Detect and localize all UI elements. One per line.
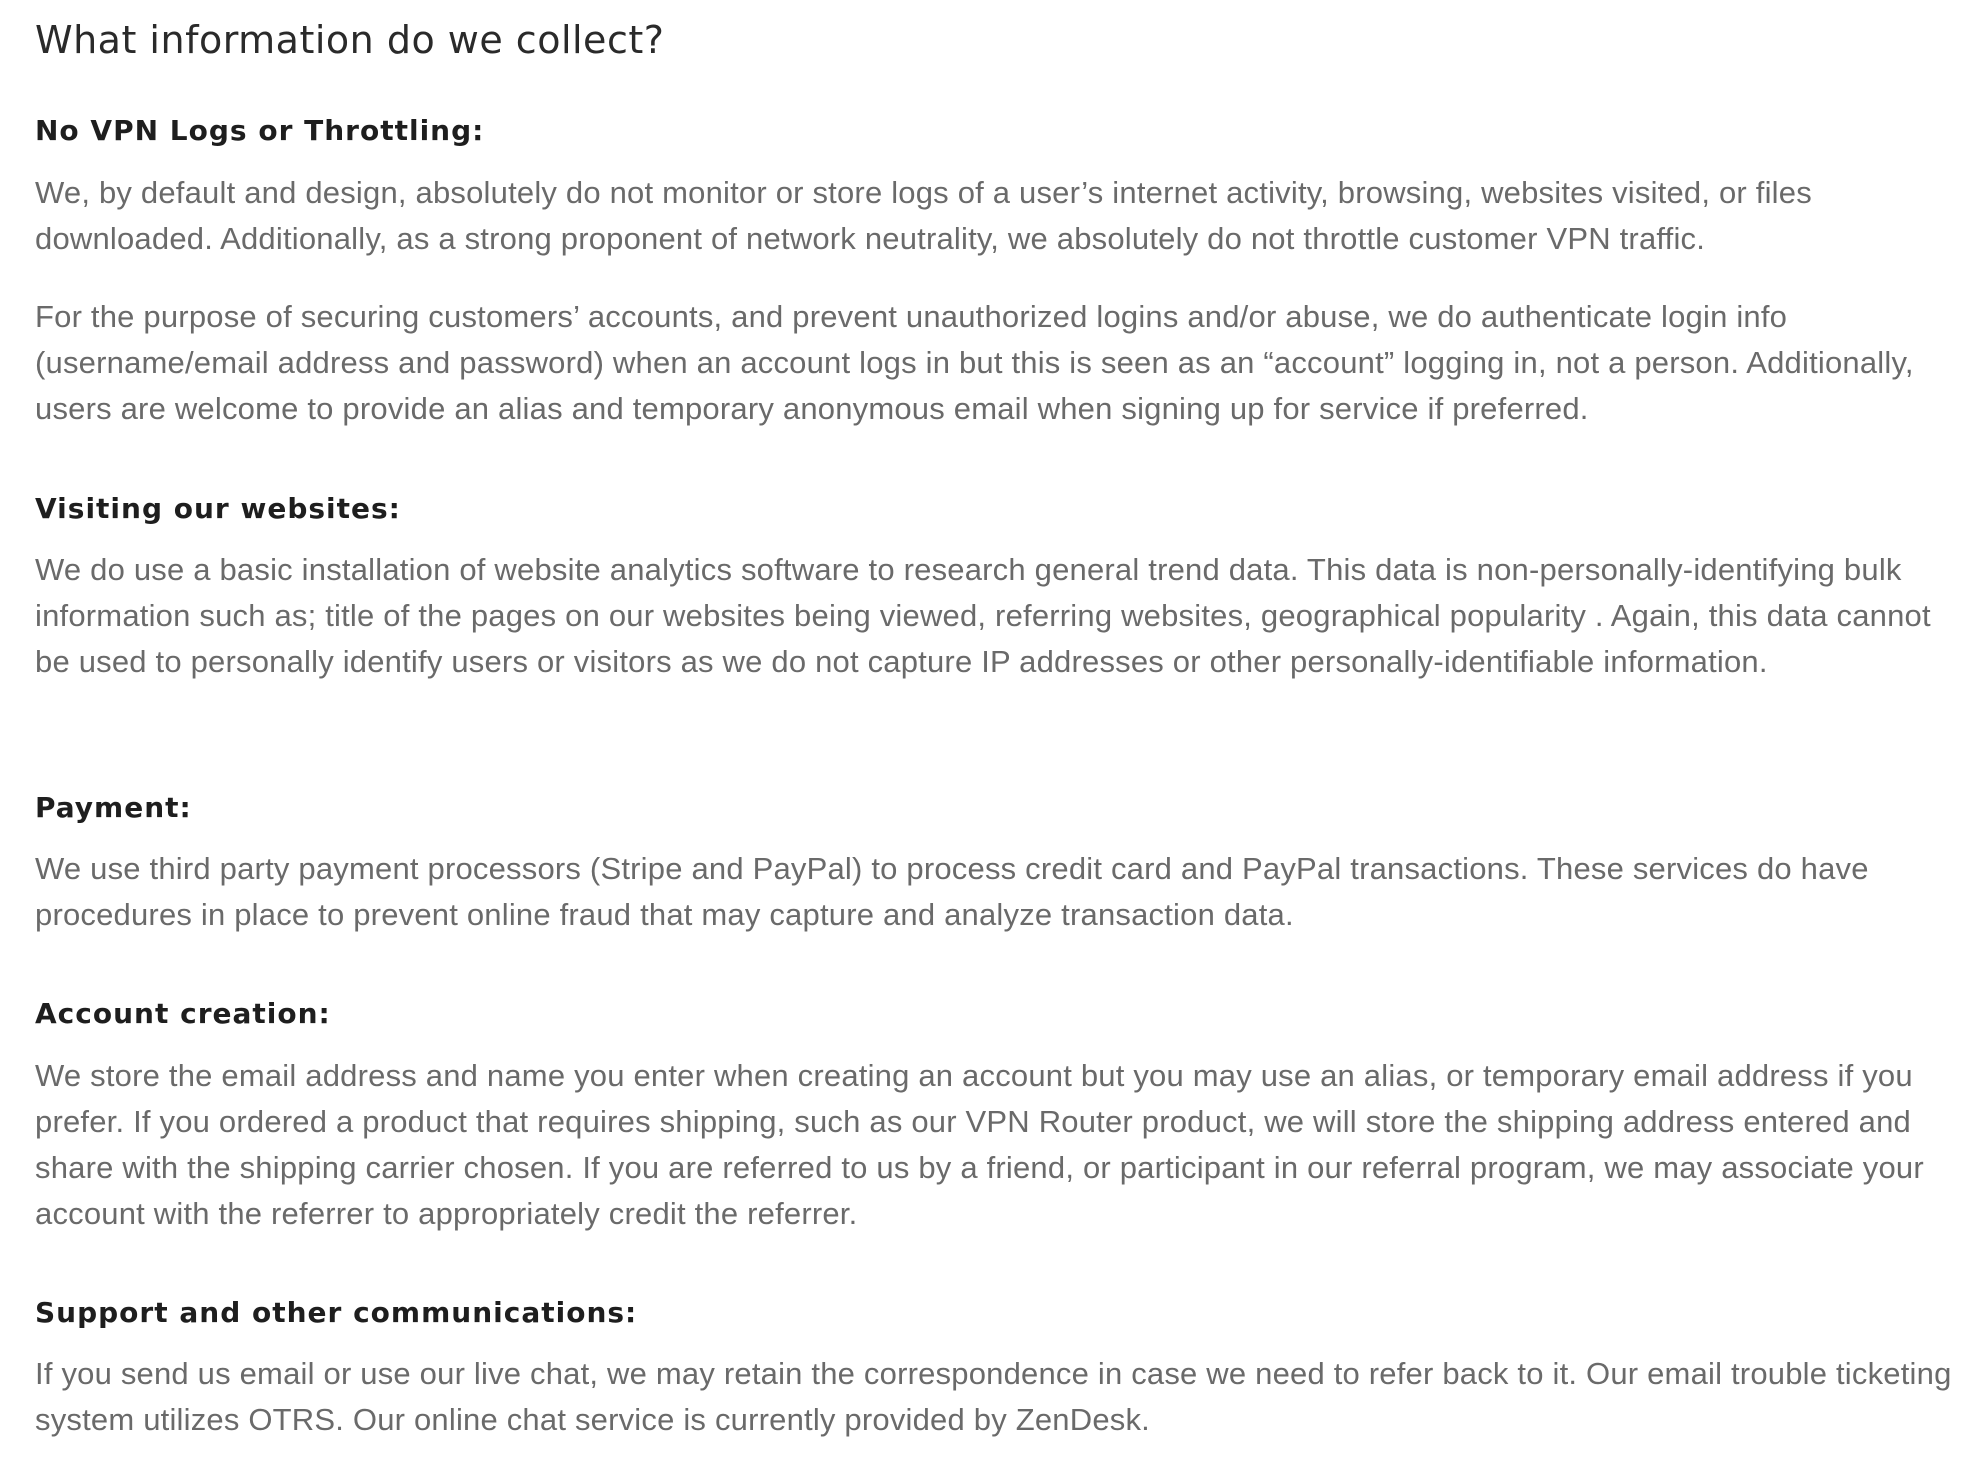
paragraph-support: If you send us email or use our live chat, we may retain the correspondence in case we need to refer back to it. Our email trouble ticketing system utilizes OTRS. Our online chat service is currently provided by ZenDesk. <box>35 1356 1952 1437</box>
paragraph-payment: We use third party payment processors (Stripe and PayPal) to process credit card and PayPal transactions. These services do have procedures in place to prevent online fraud that may capture and analyze transaction data. <box>35 851 1869 932</box>
section-heading-visiting-websites: Visiting our websites: <box>35 492 401 525</box>
section-heading-payment: Payment: <box>35 791 192 824</box>
paragraph-no-vpn-logs-1: We, by default and design, absolutely do not monitor or store logs of a user’s internet activity, browsing, websites visited, or files downloaded. Additionally, as a strong proponent of network neutrality, we absolutely do not throttle customer VPN traffic. <box>35 175 1812 256</box>
section-heading-no-vpn-logs: No VPN Logs or Throttling: <box>35 114 485 147</box>
page-title: What information do we collect? <box>35 18 665 62</box>
section-heading-support: Support and other communications: <box>35 1296 638 1329</box>
paragraph-account-creation: We store the email address and name you enter when creating an account but you may use an alias, or temporary email address if you prefer. If you ordered a product that requires shipping, such as our VPN Router product, we will store the shipping address entered and share with the shipping carrier chosen. If you are referred to us by a friend, or participant in our referral program, we may associate your account with the referrer to appropriately credit the referrer. <box>35 1058 1924 1231</box>
paragraph-visiting-websites: We do use a basic installation of website analytics software to research general trend data. This data is non-personally-identifying bulk information such as; title of the pages on our websites being viewed, referring websites, geographical popularity . Again, this data cannot be used to personally identify users or visitors as we do not capture IP addresses or other personally-identifiable information. <box>35 552 1931 679</box>
section-heading-account-creation: Account creation: <box>35 997 331 1030</box>
paragraph-no-vpn-logs-2: For the purpose of securing customers’ accounts, and prevent unauthorized logins and/or abuse, we do authenticate login info (username/email address and password) when an account logs in but this is seen as an “account” logging in, not a person. Additionally, users are welcome to provide an alias and temporary anonymous email when signing up for service if preferred. <box>35 299 1914 426</box>
